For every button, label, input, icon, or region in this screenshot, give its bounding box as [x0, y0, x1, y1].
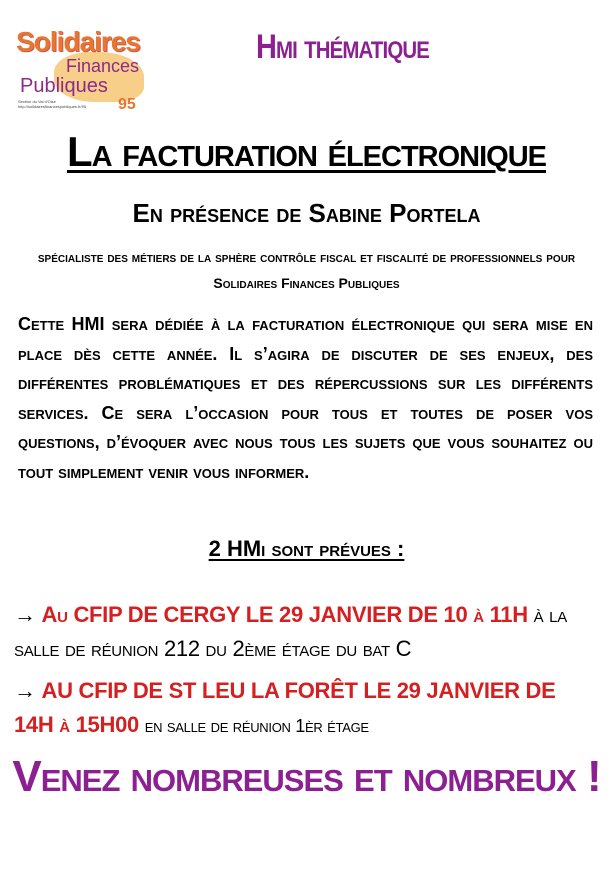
session-item	[14, 598, 595, 666]
logo-line1: Solidaires	[16, 26, 140, 57]
speaker-specialty: spécialiste des métiers de la sphère contrôle fiscal et fiscalité de professionnels pour Solidaires Finances Publiques	[37, 249, 576, 291]
sessions-section	[0, 598, 613, 803]
sessions-heading: 2 HMi sont prévues :	[208, 536, 405, 561]
session-highlight: AU CFIP DE ST LEU LA FORÊT LE 29 JANVIER DE 14H à 15H00	[14, 678, 556, 737]
arrow-icon: →	[14, 678, 36, 703]
body-text: Cette HMI sera dédiée à la facturation électronique qui sera mise en place dès cette année. Il s’agira de discuter de ses enjeux, des différentes problématiques et des répercussions sur les différents services. Ce sera l’occasion pour tous et toutes de poser vos questions, d’évoquer avec nous tous les sujets que vous souhaitez ou tout simplement venir vous informer.	[18, 314, 593, 482]
logo-line2: Finances	[66, 56, 140, 76]
session-detail: en salle de réunion 1èr étage	[144, 716, 369, 736]
subtitle: En présence de Sabine Portela	[132, 198, 481, 228]
session-highlight: Au CFIP DE CERGY LE 29 JANVIER DE 10 à 11H	[41, 602, 528, 627]
logo-line3: Publiques	[20, 75, 108, 97]
header-label: Hmi thématique	[256, 28, 430, 66]
session-item	[14, 674, 595, 743]
page-title: La facturation électronique	[67, 128, 546, 175]
logo-tagline: Section du Val d'Oise http://solidairesfinancespubliques.fr/95	[18, 99, 87, 109]
call-to-action: Venez nombreuses et nombreux !	[12, 752, 601, 801]
session-detail: à la salle de réunion 212 du 2ème étage du bat C	[14, 602, 567, 661]
arrow-icon: →	[14, 602, 36, 627]
solidaires-logo	[14, 28, 146, 120]
logo-number: 95	[118, 96, 136, 113]
